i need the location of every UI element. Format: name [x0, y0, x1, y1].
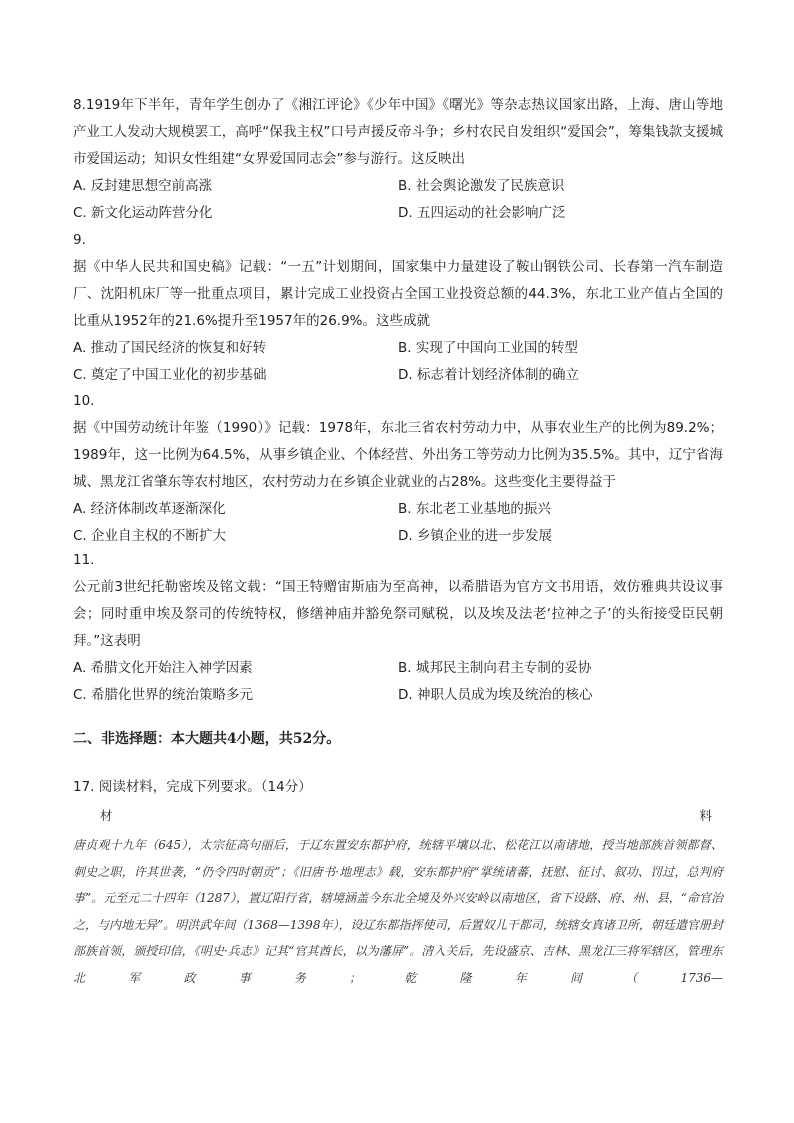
question-11	[73, 547, 723, 709]
question-stem: 据《中华人民共和国史稿》记载：“一五”计划期间，国家集中力量建设了鞍山钢铁公司、长春第一汽车制造厂、沈阳机床厂等一批重点项目，累计完成工业投资占全国工业投资总额的44.3%，东北工业产值占全国的比重从1952年的21.6%提升至1957年的26.9%。这些成就	[73, 259, 723, 329]
option-b: B. 城邦民主制向君主专制的妥协	[398, 660, 592, 676]
option-a: A. 推动了国民经济的恢复和好转	[73, 340, 267, 356]
question-17-prompt: 17. 阅读材料，完成下列要求。（14分）	[73, 779, 312, 795]
question-stem: 据《中国劳动统计年鉴（1990）》记载：1978年，东北三省农村劳动力中，从事农业生产的比例为89.2%；1989年，这一比例为64.5%，从事乡镇企业、个体经营、外出务工等劳动力比例为35.5%。其中，辽宁省海城、黑龙江省肇东等农村地区，农村劳动力在乡镇企业就业的占28%。这些变化主要得益于	[73, 420, 723, 490]
option-b: B. 东北老工业基地的振兴	[398, 501, 551, 517]
option-c: C. 企业自主权的不断扩大	[73, 528, 227, 544]
question-number: 9.	[73, 232, 86, 248]
option-b: B. 社会舆论激发了民族意识	[398, 178, 565, 194]
question-10	[73, 388, 723, 550]
option-d: D. 标志着计划经济体制的确立	[398, 367, 579, 383]
material-title-left: 材	[100, 808, 113, 823]
option-a: A. 希腊文化开始注入神学因素	[73, 660, 253, 676]
option-a: A. 经济体制改革逐渐深化	[73, 501, 226, 517]
question-stem: 公元前3世纪托勒密埃及铭文载：“国王特赠宙斯庙为至高神，以希腊语为官方文书用语，效仿雅典共设议事会；同时重申埃及祭司的传统特权，修缮神庙并豁免祭司赋税，以及埃及法老‘拉神之子’的头衔接受臣民朝拜。”这表明	[73, 579, 723, 649]
option-d: D. 神职人员成为埃及统治的核心	[398, 687, 593, 703]
material-title	[100, 806, 712, 824]
question-number: 10.	[73, 393, 95, 409]
option-c: C. 新文化运动阵营分化	[73, 205, 213, 221]
option-d: D. 五四运动的社会影响广泛	[398, 205, 566, 221]
material-text: 唐贞观十九年（645），太宗征高句丽后，于辽东置安东都护府，统辖平壤以北、松花江以南诸地，授当地部族首领都督、刺史之职，许其世袭，“仍令四时朝贡”；《旧唐书·地理志》载，安东都护府“掌统诸蕃，抚慰、征讨、叙功、罚过，总判府事”。元至元二十四年（1287），置辽阳行省，辖境涵盖今东北全境及外兴安岭以南地区，省下设路、府、州、县，“命官治之，与内地无异”。明洪武年间（1368—1398年），设辽东都指挥使司，后置奴儿干都司，统辖女真诸卫所，朝廷遣官册封部族首领，颁授印信，《明史·兵志》记其“官其酋长，以为藩屏”。清入关后，先设盛京、吉林、黑龙江三将军辖区，管理东北军政事务；乾隆年间（1736—	[73, 838, 723, 985]
section-heading: 二、非选择题：本大题共4小题，共52分。	[73, 731, 341, 747]
options	[73, 496, 723, 550]
option-a: A. 反封建思想空前高涨	[73, 178, 213, 194]
question-number: 11.	[73, 552, 95, 568]
option-d: D. 乡镇企业的进一步发展	[398, 528, 552, 544]
option-b: B. 实现了中国向工业国的转型	[398, 340, 578, 356]
options	[73, 655, 723, 709]
material-title-right: 料	[699, 808, 712, 823]
question-number: 8.	[73, 97, 86, 113]
question-9	[73, 227, 723, 389]
options	[73, 173, 723, 227]
option-c: C. 希腊化世界的统治策略多元	[73, 687, 254, 703]
question-8	[73, 92, 723, 227]
question-stem: 8.1919年下半年，青年学生创办了《湘江评论》《少年中国》《曙光》等杂志热议国家出路，上海、唐山等地产业工人发动大规模罢工，高呼“保我主权”口号声援反帝斗争；乡村农民自发组织“爱国会”，筹集钱款支援城市爱国运动；知识女性组建“女界爱国同志会”参与游行。这反映出	[73, 97, 723, 167]
option-c: C. 奠定了中国工业化的初步基础	[73, 367, 267, 383]
options	[73, 335, 723, 389]
